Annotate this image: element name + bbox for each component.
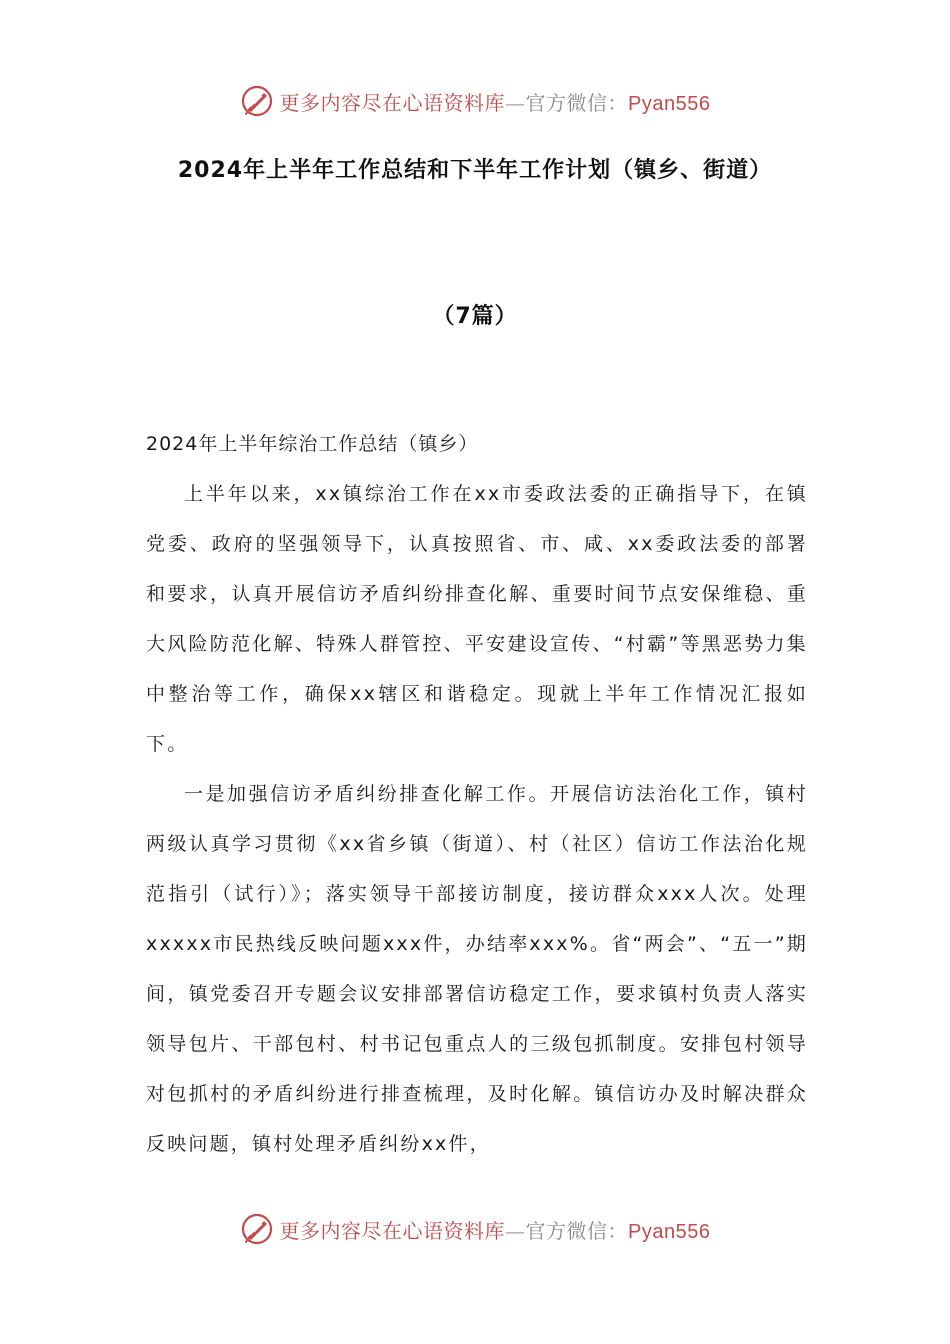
header-watermark [0, 84, 950, 118]
section-title: 2024年上半年综治工作总结（镇乡） [146, 433, 479, 455]
body-paragraph-1: 上半年以来，xx镇综治工作在xx市委政法委的正确指导下，在镇党委、政府的坚强领导下，认真按照省、市、咸、xx委政法委的部署和要求，认真开展信访矛盾纠纷排查化解、重要时间节点安保维稳、重大风险防范化解、特殊人群管控、平安建设宣传、“村霸”等黑恶势力集中整治等工作，确保xx辖区和谐稳定。现就上半年工作情况汇报如下。 [146, 483, 808, 755]
watermark-text [280, 87, 711, 116]
document-subtitle-count: （7篇） [432, 304, 518, 329]
watermark-dash: — [505, 1218, 526, 1243]
document-body [146, 419, 808, 1169]
watermark-wechat-id: Pyan556 [628, 1220, 711, 1243]
watermark-official-label: 官方微信： [525, 90, 629, 115]
watermark-brand: 更多内容尽在心语资料库 [279, 1218, 506, 1243]
watermark-text [280, 1215, 711, 1244]
feather-pen-icon [240, 84, 274, 118]
feather-pen-icon [240, 1212, 274, 1246]
document-title: 2024年上半年工作总结和下半年工作计划（镇乡、街道） [177, 158, 773, 183]
watermark-brand: 更多内容尽在心语资料库 [279, 90, 506, 115]
watermark-official-label: 官方微信： [525, 1218, 629, 1243]
watermark-dash: — [505, 90, 526, 115]
watermark-wechat-id: Pyan556 [628, 92, 711, 115]
body-paragraph-2: 一是加强信访矛盾纠纷排查化解工作。开展信访法治化工作，镇村两级认真学习贯彻《xx省乡镇（街道）、村（社区）信访工作法治化规范指引（试行）》；落实领导干部接访制度，接访群众xxx人次。处理xxxxx市民热线反映问题xxx件，办结率xxx%。省“两会”、“五一”期间，镇党委召开专题会议安排部署信访稳定工作，要求镇村负责人落实领导包片、干部包村、村书记包重点人的三级包抓制度。安排包村领导对包抓村的矛盾纠纷进行排查梳理，及时化解。镇信访办及时解决群众反映问题，镇村处理矛盾纠纷xx件， [146, 783, 808, 1155]
footer-watermark [0, 1212, 950, 1246]
